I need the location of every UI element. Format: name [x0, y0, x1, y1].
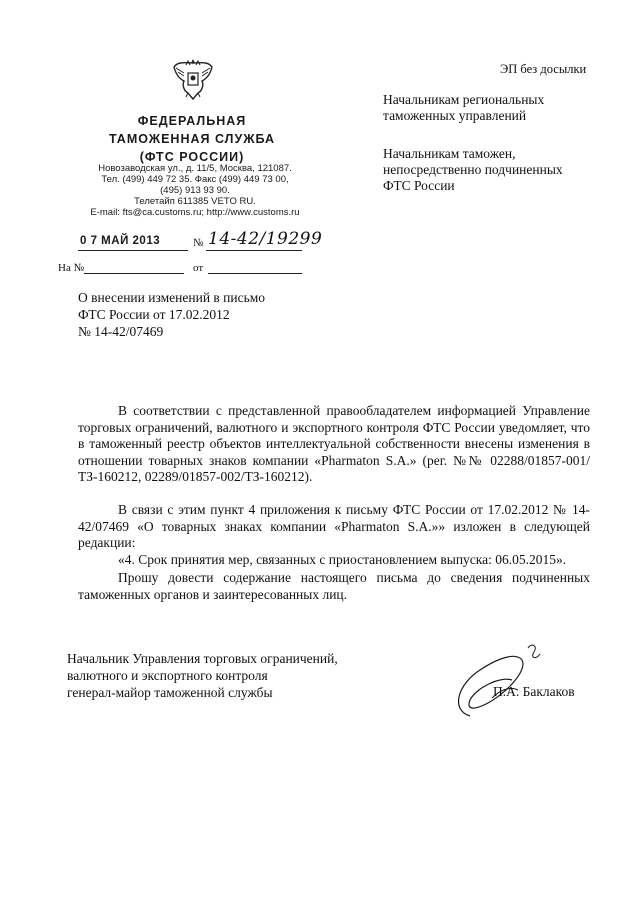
handwritten-signature	[440, 640, 560, 720]
reference-number-line	[84, 260, 184, 274]
subject-line3: № 14-42/07469	[78, 324, 164, 339]
signatory-line2: валютного и экспортного контроля	[67, 668, 268, 683]
subject-line2: ФТС России от 17.02.2012	[78, 307, 230, 322]
signatory-line3: генерал-майор таможенной службы	[67, 685, 273, 700]
reference-from-label: от	[193, 262, 204, 274]
address-line3: (495) 913 93 90.	[160, 185, 230, 196]
signatory-line1: Начальник Управления торговых ограничений,	[67, 651, 338, 666]
body-paragraph-3: Прошу довести содержание настоящего письма до сведения подчиненных таможенных органов и заинтересованных лиц.	[78, 570, 590, 602]
delivery-note: ЭП без досылки	[500, 62, 587, 76]
recipient-1-line2: таможенных управлений	[383, 108, 527, 123]
date-stamp: 0 7 МАЙ 2013	[80, 235, 161, 247]
reference-label: На №	[58, 262, 85, 274]
org-name-line3: (ФТС РОССИИ)	[139, 150, 245, 164]
document-number: 14-42/19299	[208, 229, 323, 249]
recipient-2-line1: Начальникам таможен,	[383, 146, 516, 161]
number-sign: №	[193, 237, 204, 249]
signatory-name: П.А. Баклаков	[493, 684, 575, 699]
body-quote: «4. Срок принятия мер, связанных с приостановлением выпуска: 06.05.2015».	[118, 552, 567, 567]
recipient-2-line3: ФТС России	[383, 178, 455, 193]
org-name	[92, 112, 292, 166]
subject	[78, 289, 328, 340]
subject-line1: О внесении изменений в письмо	[78, 290, 266, 305]
org-name-line1: ФЕДЕРАЛЬНАЯ	[137, 114, 247, 128]
recipient-2-line2: непосредственно подчиненных	[383, 162, 563, 177]
address-line1: Новозаводская ул., д. 11/5, Москва, 121087.	[98, 163, 292, 174]
signatory-title	[67, 650, 387, 701]
address-line2: Тел. (499) 449 72 35. Факс (499) 449 73 00,	[101, 174, 289, 185]
reference-date-line	[208, 260, 302, 274]
body-paragraph-2: В связи с этим пункт 4 приложения к письму ФТС России от 17.02.2012 № 14-42/07469 «О товарных знаках компании «Pharmaton S.A.»» изложен в следующей редакции:	[78, 502, 590, 550]
address-line4: Телетайп 611385 VETO RU.	[134, 196, 256, 207]
recipient-block-2	[383, 146, 623, 194]
recipient-block-1	[383, 92, 623, 124]
address-line5: E-mail: fts@ca.customs.ru; http://www.customs.ru	[90, 207, 300, 218]
coat-of-arms-icon	[172, 55, 214, 101]
body-paragraph-1: В соответствии с представленной правообладателем информацией Управление торговых ограничений, валютного и экспортного контроля ФТС России уведомляет, что в таможенный реестр объектов интеллектуальной собственности внесены изменения в отношении товарных знаков компании «Pharmaton S.A.» (рег. №№ 02288/01857-001/ТЗ-160212, 02289/01857-002/ТЗ-160212).	[78, 403, 590, 484]
org-address	[70, 163, 320, 218]
org-name-line2: ТАМОЖЕННАЯ СЛУЖБА	[108, 132, 276, 146]
recipient-1-line1: Начальникам региональных	[383, 92, 545, 107]
